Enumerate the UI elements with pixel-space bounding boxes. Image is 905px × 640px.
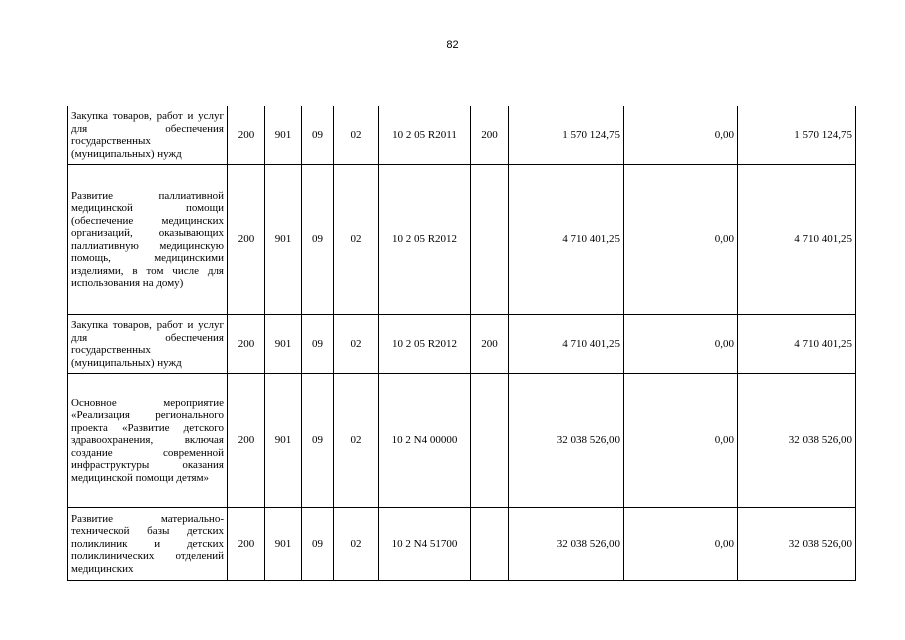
row-name: Развитие паллиативной медицинской помощи (обеспечение медицинских организаций, оказывающих паллиативную медицинскую помощь, медицинскими изделиями, в том числе для использования на дому) [68, 165, 228, 315]
cell-amount3: 4 710 401,25 [738, 165, 856, 315]
cell-col-c: 09 [302, 106, 334, 165]
cell-col-c: 09 [302, 508, 334, 581]
cell-col-a: 200 [228, 165, 265, 315]
cell-amount3: 32 038 526,00 [738, 508, 856, 581]
cell-amount2: 0,00 [624, 165, 738, 315]
cell-col-b: 901 [265, 374, 302, 508]
cell-amount1: 4 710 401,25 [509, 315, 624, 374]
cell-amount2: 0,00 [624, 374, 738, 508]
cell-amount1: 4 710 401,25 [509, 165, 624, 315]
cell-col-a: 200 [228, 374, 265, 508]
budget-table [67, 106, 856, 581]
page-number: 82 [446, 39, 459, 51]
cell-col-c: 09 [302, 315, 334, 374]
cell-col-d: 02 [334, 508, 379, 581]
row-name: Закупка товаров, работ и услуг для обеспечения государственных (муниципальных) нужд [68, 106, 228, 165]
cell-type [471, 374, 509, 508]
table-row [68, 165, 856, 315]
cell-code: 10 2 N4 00000 [379, 374, 471, 508]
row-name: Закупка товаров, работ и услуг для обеспечения государственных (муниципальных) нужд [68, 315, 228, 374]
cell-col-b: 901 [265, 165, 302, 315]
cell-col-b: 901 [265, 508, 302, 581]
cell-col-b: 901 [265, 315, 302, 374]
cell-code: 10 2 05 R2011 [379, 106, 471, 165]
cell-amount2: 0,00 [624, 508, 738, 581]
table-row [68, 106, 856, 165]
cell-col-a: 200 [228, 315, 265, 374]
cell-amount2: 0,00 [624, 106, 738, 165]
cell-amount1: 32 038 526,00 [509, 374, 624, 508]
cell-amount3: 32 038 526,00 [738, 374, 856, 508]
table-row [68, 315, 856, 374]
cell-col-d: 02 [334, 106, 379, 165]
cell-type [471, 165, 509, 315]
cell-col-c: 09 [302, 165, 334, 315]
cell-code: 10 2 05 R2012 [379, 315, 471, 374]
cell-col-a: 200 [228, 508, 265, 581]
table-row [68, 374, 856, 508]
cell-col-d: 02 [334, 315, 379, 374]
cell-type [471, 508, 509, 581]
cell-col-c: 09 [302, 374, 334, 508]
row-name: Основное мероприятие «Реализация регионального проекта «Развитие детского здравоохранения, включая создание современной инфраструктуры оказания медицинской помощи детям» [68, 374, 228, 508]
cell-amount2: 0,00 [624, 315, 738, 374]
cell-col-d: 02 [334, 165, 379, 315]
table-row [68, 508, 856, 581]
cell-code: 10 2 05 R2012 [379, 165, 471, 315]
cell-type: 200 [471, 106, 509, 165]
cell-type: 200 [471, 315, 509, 374]
cell-col-b: 901 [265, 106, 302, 165]
cell-amount1: 1 570 124,75 [509, 106, 624, 165]
cell-amount3: 1 570 124,75 [738, 106, 856, 165]
cell-amount1: 32 038 526,00 [509, 508, 624, 581]
cell-amount3: 4 710 401,25 [738, 315, 856, 374]
cell-col-d: 02 [334, 374, 379, 508]
cell-col-a: 200 [228, 106, 265, 165]
row-name: Развитие материально-технической базы детских поликлиник и детских поликлинических отделений медицинских [68, 508, 228, 581]
cell-code: 10 2 N4 51700 [379, 508, 471, 581]
